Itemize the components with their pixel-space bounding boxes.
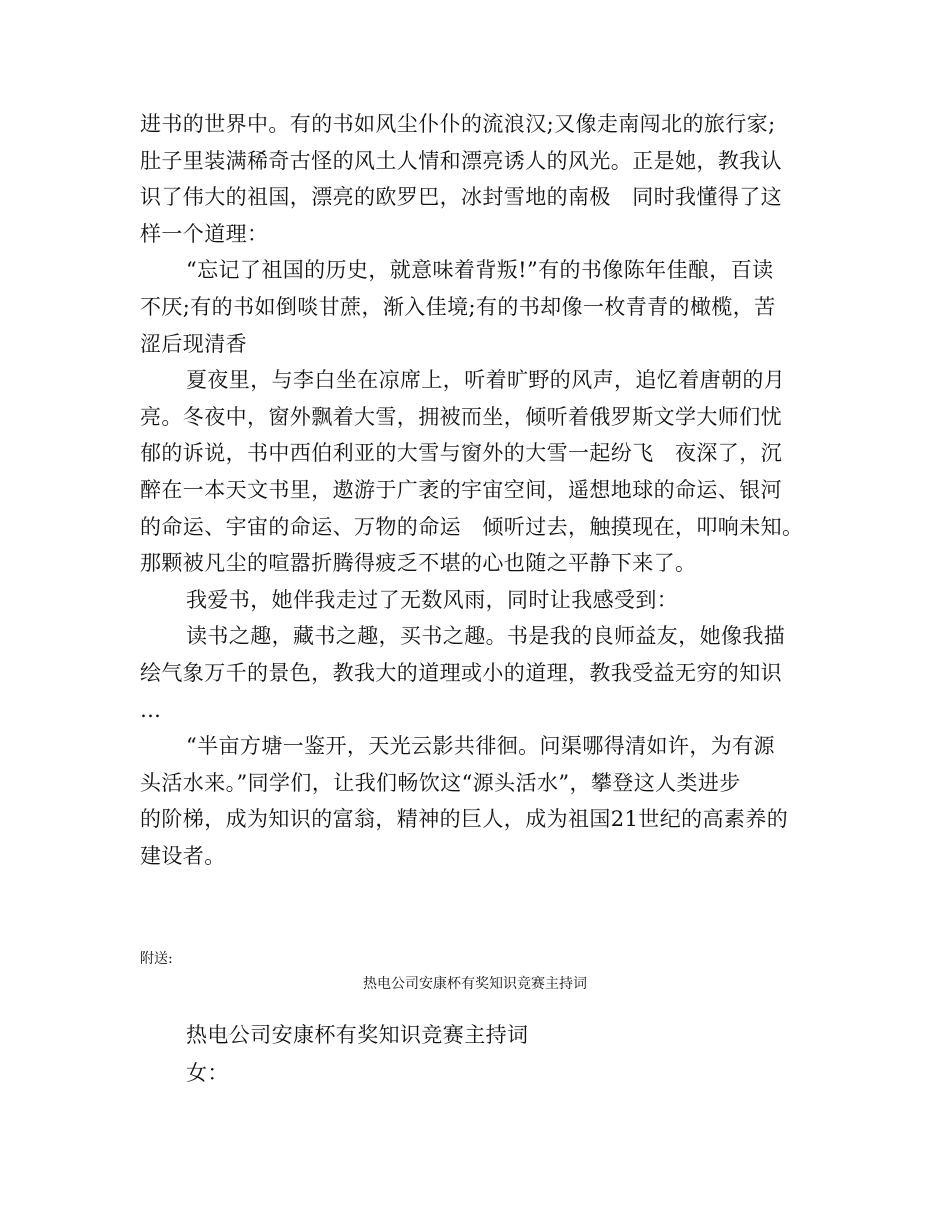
essay-body [140,106,820,874]
text-line: 的命运、宇宙的命运、万物的命运 倾听过去，触摸现在，叩响未知。 [140,514,804,539]
text-line: … [140,697,162,722]
text-line: 醉在一本天文书里，遨游于广袤的宇宙空间，遥想地球的命运、银河 [140,477,782,502]
attachment-body [186,1016,528,1092]
text-line: 那颗被凡尘的喧嚣折腾得疲乏不堪的心也随之平静下来了。 [140,551,697,576]
attachment-heading: 热电公司安康杯有奖知识竞赛主持词 [186,1023,529,1047]
text-line: 涩后现清香 [140,331,247,356]
text-line: 样一个道理： [140,221,269,246]
text-line: “半亩方塘一鉴开，天光云影共徘徊。问渠哪得清如许，为有源 [186,734,775,759]
text-line: 不厌;有的书如倒啖甘蔗，渐入佳境;有的书却像一枚青青的橄榄，苦 [140,294,776,319]
text-line: 的阶梯，成为知识的富翁，精神的巨人，成为祖国21世纪的高素养的 [140,807,789,832]
text-line: 绘气象万千的景色，教我大的道理或小的道理，教我受益无穷的知识 [140,660,782,685]
speaker-label: 女： [186,1061,229,1085]
text-line: 头活水来。”同学们，让我们畅饮这“源头活水”，攀登这人类进步 [140,770,741,795]
text-line: 夏夜里，与李白坐在凉席上，听着旷野的风声，追忆着唐朝的月 [186,368,786,393]
text-line: “忘记了祖国的历史，就意味着背叛!”有的书像陈年佳酿，百读 [186,258,774,283]
text-line: 我爱书，她伴我走过了无数风雨，同时让我感受到： [186,587,679,612]
text-line: 进书的世界中。有的书如风尘仆仆的流浪汉;又像走南闯北的旅行家; [140,112,776,136]
text-line: 亮。冬夜中，窗外飘着大雪，拥被而坐，倾听着俄罗斯文学大师们忧 [140,404,782,429]
text-line: 读书之趣，藏书之趣，买书之趣。书是我的良师益友，她像我描 [186,624,786,649]
text-line: 郁的诉说，书中西伯利亚的大雪与窗外的大雪一起纷飞 夜深了，沉 [140,441,782,466]
attachment-title: 热电公司安康杯有奖知识竞赛主持词 [363,976,587,992]
attachment-label: 附送: [140,951,173,967]
text-line: 建设者。 [140,843,226,868]
text-line: 识了伟大的祖国，漂亮的欧罗巴，冰封雪地的南极 同时我懂得了这 [140,185,782,210]
text-line: 肚子里装满稀奇古怪的风土人情和漂亮诱人的风光。正是她，教我认 [140,148,782,173]
